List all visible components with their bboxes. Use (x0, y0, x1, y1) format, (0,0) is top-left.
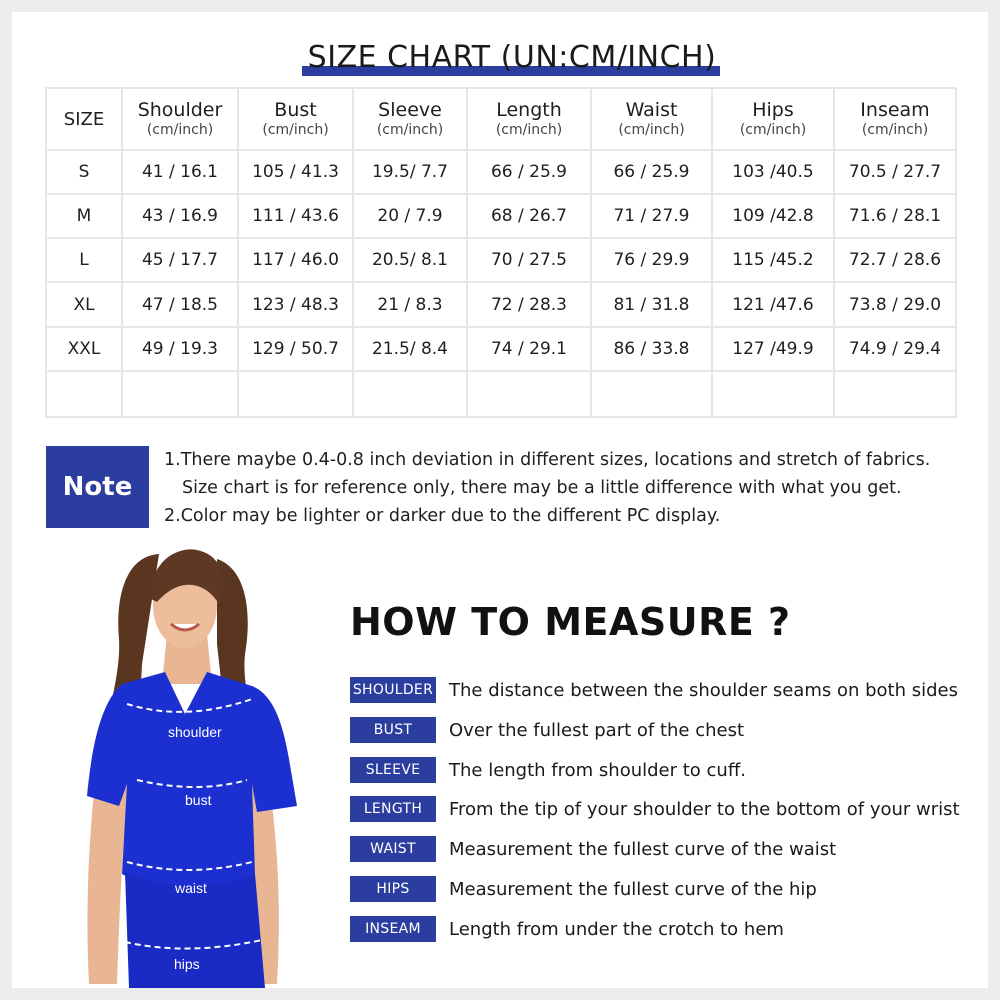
table-cell (712, 371, 834, 417)
measure-item-hips (350, 876, 817, 902)
size-cell: M (46, 194, 122, 238)
header-waist: Waist (cm/inch) (591, 88, 712, 150)
size-chart-page (12, 12, 988, 988)
size-cell: XL (46, 282, 122, 326)
measure-desc: Over the fullest part of the chest (449, 719, 745, 741)
header-sleeve: Sleeve (cm/inch) (353, 88, 467, 150)
table-cell (834, 371, 956, 417)
table-cell: 19.5/ 7.7 (353, 150, 467, 194)
table-cell: 72.7 / 28.6 (834, 238, 956, 282)
table-cell: 81 / 31.8 (591, 282, 712, 326)
how-to-measure-title: HOW TO MEASURE ? (350, 600, 791, 644)
header-size: SIZE (46, 88, 122, 150)
table-cell (122, 371, 238, 417)
table-cell: 76 / 29.9 (591, 238, 712, 282)
table-cell: 73.8 / 29.0 (834, 282, 956, 326)
measure-tag: SHOULDER (350, 677, 436, 703)
table-cell: 115 /45.2 (712, 238, 834, 282)
hips-label: hips (174, 956, 200, 972)
measure-desc: The length from shoulder to cuff. (449, 759, 746, 781)
measure-item-length (350, 796, 960, 822)
size-cell: L (46, 238, 122, 282)
table-cell: 71 / 27.9 (591, 194, 712, 238)
table-row (46, 194, 956, 238)
table-cell: 49 / 19.3 (122, 327, 238, 371)
measure-tag: SLEEVE (350, 757, 436, 783)
waist-label: waist (175, 880, 207, 896)
table-cell: 21 / 8.3 (353, 282, 467, 326)
measure-item-bust (350, 717, 744, 743)
table-cell: 66 / 25.9 (591, 150, 712, 194)
chart-title: SIZE CHART (UN:CM/INCH) (307, 40, 717, 75)
table-cell: 105 / 41.3 (238, 150, 353, 194)
measure-tag: INSEAM (350, 916, 436, 942)
note-line-1: 1.There maybe 0.4-0.8 inch deviation in different sizes, locations and stretch of fabrics. (164, 450, 931, 470)
measure-tag: WAIST (350, 836, 436, 862)
measure-item-shoulder (350, 677, 958, 703)
table-cell: 66 / 25.9 (467, 150, 591, 194)
measure-desc: Measurement the fullest curve of the waist (449, 838, 837, 860)
header-hips: Hips (cm/inch) (712, 88, 834, 150)
table-cell: 86 / 33.8 (591, 327, 712, 371)
table-cell: 72 / 28.3 (467, 282, 591, 326)
measure-tag: BUST (350, 717, 436, 743)
size-cell: S (46, 150, 122, 194)
table-cell (46, 371, 122, 417)
measure-tag: HIPS (350, 876, 436, 902)
measure-desc: Measurement the fullest curve of the hip (449, 878, 817, 900)
table-cell: 109 /42.8 (712, 194, 834, 238)
header-bust: Bust (cm/inch) (238, 88, 353, 150)
header-inseam: Inseam (cm/inch) (834, 88, 956, 150)
table-cell: 43 / 16.9 (122, 194, 238, 238)
table-cell (238, 371, 353, 417)
measure-item-sleeve (350, 757, 746, 783)
table-cell: 21.5/ 8.4 (353, 327, 467, 371)
measure-desc: Length from under the crotch to hem (449, 918, 784, 940)
table-cell: 74.9 / 29.4 (834, 327, 956, 371)
measure-desc: The distance between the shoulder seams on both sides (449, 679, 958, 701)
measure-desc: From the tip of your shoulder to the bottom of your wrist (449, 798, 960, 820)
table-row (46, 238, 956, 282)
table-cell: 20 / 7.9 (353, 194, 467, 238)
table-cell: 123 / 48.3 (238, 282, 353, 326)
table-cell (467, 371, 591, 417)
table-cell: 70 / 27.5 (467, 238, 591, 282)
model-figure (67, 544, 317, 988)
model-illustration (67, 544, 317, 988)
size-cell: XXL (46, 327, 122, 371)
table-row (46, 327, 956, 371)
table-cell: 103 /40.5 (712, 150, 834, 194)
note-text (164, 446, 984, 530)
table-cell (591, 371, 712, 417)
table-cell: 111 / 43.6 (238, 194, 353, 238)
table-cell: 47 / 18.5 (122, 282, 238, 326)
note-line-2: 2.Color may be lighter or darker due to the different PC display. (164, 506, 721, 526)
table-header-row (46, 88, 956, 150)
measure-item-inseam (350, 916, 784, 942)
table-cell: 45 / 17.7 (122, 238, 238, 282)
header-shoulder: Shoulder (cm/inch) (122, 88, 238, 150)
header-length: Length (cm/inch) (467, 88, 591, 150)
note-badge: Note (46, 446, 149, 528)
table-row-empty (46, 371, 956, 417)
table-cell: 121 /47.6 (712, 282, 834, 326)
table-cell: 20.5/ 8.1 (353, 238, 467, 282)
measure-tag: LENGTH (350, 796, 436, 822)
table-cell: 127 /49.9 (712, 327, 834, 371)
bust-label: bust (185, 792, 212, 808)
table-cell: 74 / 29.1 (467, 327, 591, 371)
table-cell: 70.5 / 27.7 (834, 150, 956, 194)
table-row (46, 282, 956, 326)
table-cell: 68 / 26.7 (467, 194, 591, 238)
chart-title-block (302, 38, 722, 82)
table-cell: 41 / 16.1 (122, 150, 238, 194)
measure-item-waist (350, 836, 836, 862)
table-row (46, 150, 956, 194)
table-cell: 71.6 / 28.1 (834, 194, 956, 238)
shoulder-label: shoulder (168, 724, 222, 740)
table-cell (353, 371, 467, 417)
table-cell: 117 / 46.0 (238, 238, 353, 282)
table-cell: 129 / 50.7 (238, 327, 353, 371)
size-table (45, 87, 957, 418)
note-line-1b: Size chart is for reference only, there may be a little difference with what you get. (182, 478, 902, 498)
